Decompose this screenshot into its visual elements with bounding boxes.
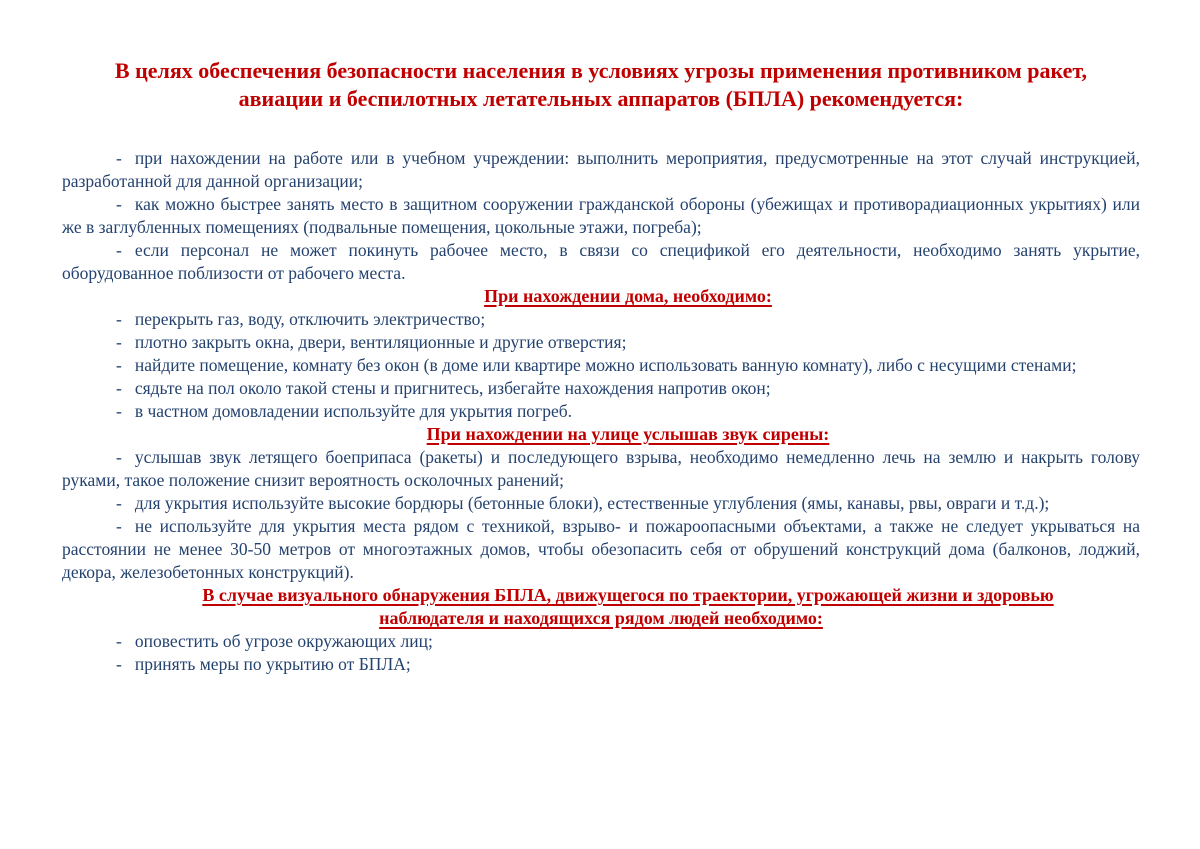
list-item <box>62 239 1140 285</box>
list-item <box>62 377 1140 400</box>
bullet-text: принять меры по укрытию от БПЛА; <box>134 654 411 674</box>
list-item <box>62 354 1140 377</box>
bullet-marker: - <box>116 631 122 651</box>
section-heading-street <box>62 423 1140 446</box>
list-item <box>62 446 1140 492</box>
bullet-marker: - <box>116 493 122 513</box>
bullet-marker: - <box>116 516 122 536</box>
list-item <box>62 653 1140 676</box>
bullet-text: при нахождении на работе или в учебном учреждении: выполнить мероприятия, предусмотренные на этот случай инструкцией, разработанной для данной организации; <box>62 148 1140 191</box>
bullet-text: услышав звук летящего боеприпаса (ракеты) и последующего взрыва, необходимо немедленно лечь на землю и накрыть голову руками, такое положение снизит вероятность осколочных ранений; <box>62 447 1140 490</box>
list-item <box>62 630 1140 653</box>
bullet-text: в частном домовладении используйте для укрытия погреб. <box>134 401 573 421</box>
list-item <box>62 147 1140 193</box>
bullet-marker: - <box>116 447 122 467</box>
bullet-marker: - <box>116 355 122 375</box>
bullet-text: для укрытия используйте высокие бордюры (бетонные блоки), естественные углубления (ямы, канавы, рвы, овраги и т.д.); <box>134 493 1050 513</box>
list-item <box>62 193 1140 239</box>
list-item <box>62 400 1140 423</box>
bullet-marker: - <box>116 240 122 260</box>
section-heading-uav <box>62 584 1140 607</box>
bullet-marker: - <box>116 654 122 674</box>
section-heading-text: При нахождении дома, необходимо: <box>484 286 772 306</box>
bullet-marker: - <box>116 378 122 398</box>
list-item <box>62 492 1140 515</box>
document-title <box>62 57 1140 113</box>
title-line-1: В целях обеспечения безопасности населения в условиях угрозы применения противником ракет, <box>114 58 1088 83</box>
bullet-marker: - <box>116 194 122 214</box>
title-line-2: авиации и беспилотных летательных аппаратов (БПЛА) рекомендуется: <box>238 86 964 111</box>
section-heading-home <box>62 285 1140 308</box>
bullet-text: найдите помещение, комнату без окон (в доме или квартире можно использовать ванную комнату), либо с несущими стенами; <box>134 355 1077 375</box>
section-heading-text: наблюдателя и находящихся рядом людей необходимо: <box>379 608 823 628</box>
list-item <box>62 515 1140 584</box>
bullet-marker: - <box>116 401 122 421</box>
document-body <box>62 147 1140 676</box>
bullet-text: как можно быстрее занять место в защитном сооружении гражданской обороны (убежищах и противорадиационных укрытиях) или же в заглубленных помещениях (подвальные помещения, цокольные этажи, погреба); <box>62 194 1140 237</box>
list-item <box>62 308 1140 331</box>
bullet-marker: - <box>116 332 122 352</box>
bullet-text: оповестить об угрозе окружающих лиц; <box>134 631 433 651</box>
bullet-text: перекрыть газ, воду, отключить электричество; <box>134 309 486 329</box>
bullet-text: сядьте на пол около такой стены и пригнитесь, избегайте нахождения напротив окон; <box>134 378 771 398</box>
section-heading-text: При нахождении на улице услышав звук сирены: <box>426 424 830 444</box>
bullet-text: плотно закрыть окна, двери, вентиляционные и другие отверстия; <box>134 332 627 352</box>
bullet-text: не используйте для укрытия места рядом с техникой, взрыво- и пожароопасными объектами, а также не следует укрываться на расстоянии не менее 30-50 метров от многоэтажных домов, чтобы обезопасить себя от обрушений конструкций дома (балконов, лоджий, декора, железобетонных конструкций). <box>62 516 1140 582</box>
list-item <box>62 331 1140 354</box>
section-heading-uav-line2 <box>62 607 1140 630</box>
section-heading-text: В случае визуального обнаружения БПЛА, движущегося по траектории, угрожающей жизни и здоровью <box>202 585 1054 605</box>
bullet-text: если персонал не может покинуть рабочее место, в связи со спецификой его деятельности, необходимо занять укрытие, оборудованное поблизости от рабочего места. <box>62 240 1140 283</box>
bullet-marker: - <box>116 309 122 329</box>
bullet-marker: - <box>116 148 122 168</box>
